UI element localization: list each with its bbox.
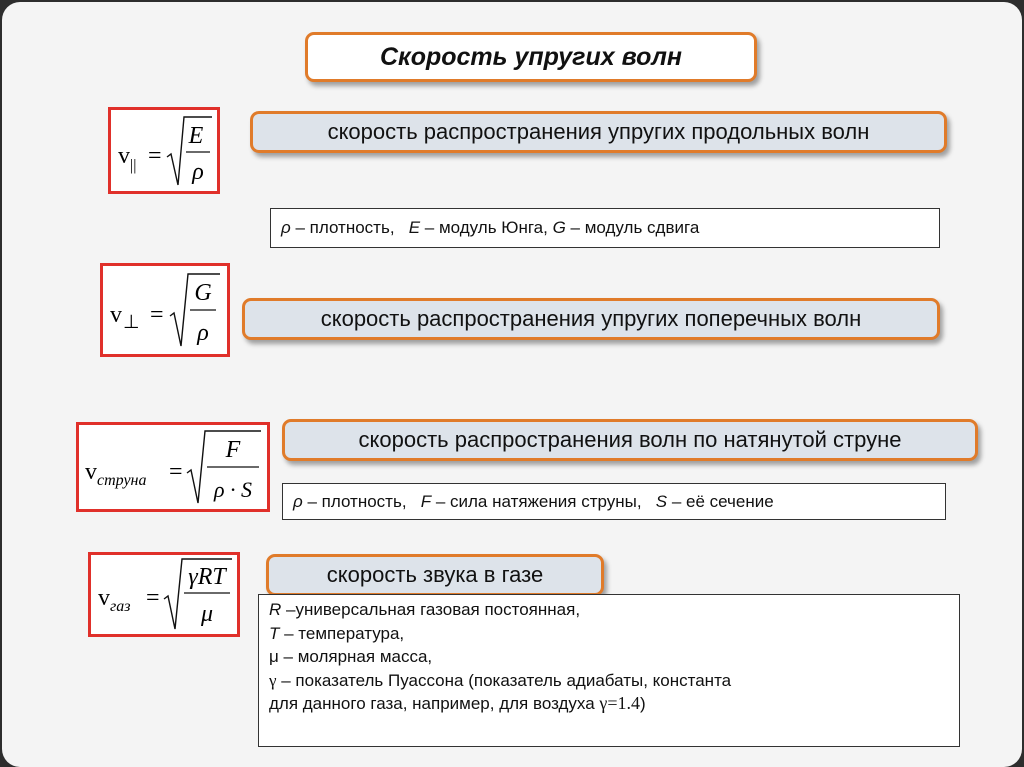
formula-denominator: μ xyxy=(200,600,214,627)
svg-text:=: = xyxy=(148,142,162,169)
formula-denominator: ρ xyxy=(192,158,204,185)
formula-numerator: F xyxy=(225,437,241,463)
formula-lhs: v xyxy=(85,459,97,485)
description-transverse: скорость распространения упругих поперечных волн xyxy=(242,298,940,340)
formula-subscript: || xyxy=(130,156,137,174)
svg-text:=: = xyxy=(169,459,183,485)
formula-lhs: v xyxy=(118,142,130,169)
gas-note-line-2: T – температура, xyxy=(269,623,405,643)
gas-note-line-3: μ – молярная масса, xyxy=(269,647,433,666)
formula-gas xyxy=(88,552,240,637)
formula-longitudinal xyxy=(108,107,220,194)
formula-denominator: ρ xyxy=(197,320,209,346)
description-string: скорость распространения волн по натянутой струне xyxy=(282,419,978,461)
string-note: ρ – плотность, F – сила натяжения струны, S – её сечение xyxy=(282,483,946,520)
formula-subscript: ⊥ xyxy=(123,312,140,333)
svg-text:=: = xyxy=(146,584,160,611)
formula-lhs: v xyxy=(98,584,110,611)
moduli-note: ρ – плотность, E – модуль Юнга, G – модуль сдвига xyxy=(270,208,940,248)
description-longitudinal: скорость распространения упругих продольных волн xyxy=(250,111,947,153)
formula-numerator: G xyxy=(194,280,212,306)
formula-subscript: струна xyxy=(97,472,147,489)
slide xyxy=(2,2,1022,767)
formula-subscript: газ xyxy=(110,597,131,615)
gas-note-line-1: R –универсальная газовая постоянная, xyxy=(269,600,581,619)
formula-denominator: ρ · S xyxy=(213,477,253,502)
formula-numerator: E xyxy=(188,122,204,149)
svg-text:=: = xyxy=(150,302,164,328)
slide-title: Скорость упругих волн xyxy=(305,32,757,82)
gas-note-line-4: γ – показатель Пуассона (показатель адиабаты, константа xyxy=(269,670,732,690)
formula-numerator: γRT xyxy=(188,563,226,590)
gas-note xyxy=(258,594,960,747)
description-gas: скорость звука в газе xyxy=(266,554,604,596)
formula-lhs: v xyxy=(110,302,122,328)
formula-transverse xyxy=(100,263,230,357)
formula-string xyxy=(76,422,270,512)
gas-note-line-5: для данного газа, например, для воздуха γ=1.4) xyxy=(269,693,646,713)
